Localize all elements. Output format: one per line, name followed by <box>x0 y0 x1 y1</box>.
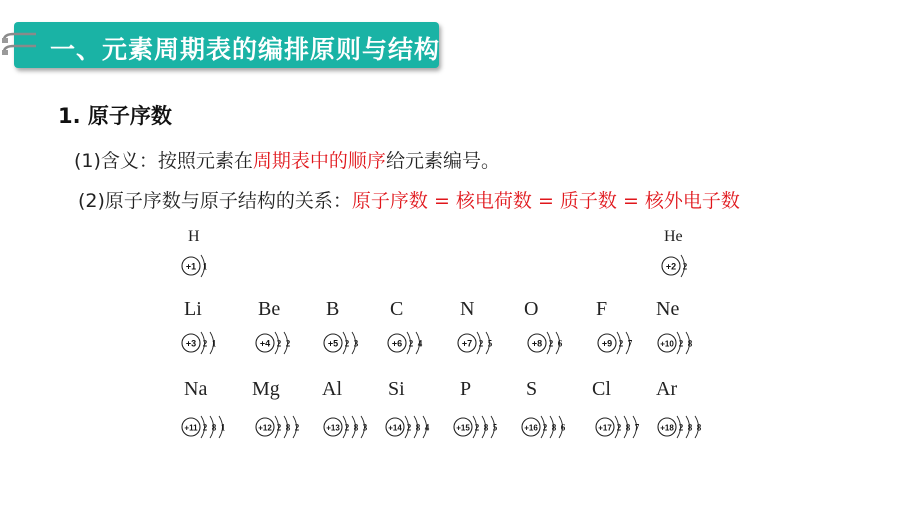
nuclear-charge: +4 <box>259 338 271 349</box>
nuclear-charge: +1 <box>185 261 197 272</box>
nuclear-charge: +15 <box>456 423 470 433</box>
definition-highlight: 周期表中的顺序 <box>252 150 386 172</box>
shell-electron-count: 2 <box>202 422 208 433</box>
atomic-structure-diagram <box>656 330 704 356</box>
atomic-structure-diagram <box>656 414 713 440</box>
shell-electron-count: 2 <box>478 338 484 349</box>
element-symbol: Cl <box>592 378 611 400</box>
atomic-structure-diagram <box>596 330 644 356</box>
atomic-structure-diagram <box>456 330 504 356</box>
shell-electron-count: 6 <box>560 422 566 433</box>
shell-electron-count: 2 <box>285 338 291 349</box>
shell-electron-count: 5 <box>492 422 498 433</box>
element-symbol: Ne <box>656 298 680 320</box>
shell-electron-count: 8 <box>625 422 631 433</box>
shell-electron-count: 7 <box>627 338 633 349</box>
element-symbol: Si <box>388 378 405 400</box>
shell-electron-count: 1 <box>220 422 226 433</box>
shell-electron-count: 4 <box>417 338 423 349</box>
shell-electron-count: 2 <box>344 422 350 433</box>
shell-electron-count: 8 <box>211 422 217 433</box>
definition-line <box>74 146 500 173</box>
element-symbol: Na <box>184 378 208 400</box>
shell-electron-count: 7 <box>634 422 640 433</box>
nuclear-charge: +17 <box>598 423 612 433</box>
shell-electron-count: 2 <box>616 422 622 433</box>
shell-electron-count: 2 <box>682 261 688 272</box>
definition-prefix: (1)含义：按照元素在 <box>74 150 253 172</box>
relation-line <box>78 186 740 213</box>
element-symbol: C <box>390 298 404 320</box>
shell-electron-count: 8 <box>483 422 489 433</box>
shell-electron-count: 8 <box>285 422 291 433</box>
banner-title: 一、元素周期表的编排原则与结构 <box>50 35 441 64</box>
element-symbol: Be <box>258 298 281 320</box>
definition-suffix: 给元素编号。 <box>385 150 500 172</box>
element-symbol: Al <box>322 378 342 400</box>
shell-electron-count: 2 <box>548 338 554 349</box>
element-symbol: B <box>326 298 340 320</box>
atomic-structure-diagram <box>254 414 311 440</box>
shell-electron-count: 8 <box>696 422 702 433</box>
shell-electron-count: 1 <box>202 261 208 272</box>
shell-electron-count: 8 <box>551 422 557 433</box>
shell-electron-count: 2 <box>344 338 350 349</box>
title-banner <box>14 22 439 68</box>
shell-electron-count: 2 <box>276 338 282 349</box>
element-symbol: N <box>460 298 475 320</box>
shell-electron-count: 2 <box>678 422 684 433</box>
element-symbol: He <box>664 228 683 245</box>
nuclear-charge: +12 <box>258 423 272 433</box>
shell-electron-count: 8 <box>353 422 359 433</box>
shell-electron-count: 2 <box>678 338 684 349</box>
binder-rings-icon <box>0 32 40 62</box>
shell-electron-count: 2 <box>474 422 480 433</box>
atomic-structure-diagram <box>526 330 574 356</box>
atomic-structure-diagram <box>180 414 237 440</box>
shell-electron-count: 2 <box>276 422 282 433</box>
nuclear-charge: +18 <box>660 423 674 433</box>
shell-electron-count: 8 <box>687 422 693 433</box>
shell-electron-count: 4 <box>424 422 430 433</box>
shell-electron-count: 2 <box>408 338 414 349</box>
shell-electron-count: 8 <box>687 338 693 349</box>
section-heading: 1. 原子序数 <box>58 104 172 128</box>
nuclear-charge: +6 <box>391 338 403 349</box>
shell-electron-count: 3 <box>353 338 359 349</box>
shell-electron-count: 8 <box>415 422 421 433</box>
element-symbol: Ar <box>656 378 678 400</box>
nuclear-charge: +3 <box>185 338 197 349</box>
atomic-structure-diagram <box>180 330 228 356</box>
nuclear-charge: +8 <box>531 338 543 349</box>
atomic-structure-diagram <box>384 414 441 440</box>
nuclear-charge: +10 <box>660 339 674 349</box>
atomic-structure-diagram <box>520 414 577 440</box>
atomic-structure-diagram <box>322 414 379 440</box>
element-symbol: Mg <box>252 378 280 400</box>
atomic-structure-diagram <box>386 330 434 356</box>
element-symbol: Li <box>184 298 202 320</box>
relation-prefix: (2)原子序数与原子结构的关系： <box>78 190 352 212</box>
nuclear-charge: +9 <box>601 338 613 349</box>
atomic-structure-diagram <box>660 253 699 279</box>
nuclear-charge: +11 <box>184 423 198 433</box>
shell-electron-count: 2 <box>406 422 412 433</box>
relation-highlight: 原子序数 = 核电荷数 = 质子数 = 核外电子数 <box>351 190 740 212</box>
element-symbol: H <box>188 228 200 245</box>
atomic-structure-diagram <box>322 330 370 356</box>
element-symbol: S <box>526 378 538 400</box>
shell-electron-count: 1 <box>211 338 217 349</box>
atomic-structure-diagram <box>452 414 509 440</box>
element-symbol: O <box>524 298 539 320</box>
shell-electron-count: 2 <box>542 422 548 433</box>
shell-electron-count: 5 <box>487 338 493 349</box>
shell-electron-count: 2 <box>618 338 624 349</box>
nuclear-charge: +14 <box>388 423 402 433</box>
nuclear-charge: +2 <box>665 261 677 272</box>
shell-electron-count: 3 <box>362 422 368 433</box>
nuclear-charge: +5 <box>327 338 339 349</box>
shell-electron-count: 2 <box>202 338 208 349</box>
atomic-structure-diagram <box>180 253 219 279</box>
nuclear-charge: +7 <box>461 338 473 349</box>
nuclear-charge: +13 <box>326 423 340 433</box>
nuclear-charge: +16 <box>524 423 538 433</box>
shell-electron-count: 6 <box>557 338 563 349</box>
shell-electron-count: 2 <box>294 422 300 433</box>
atomic-structure-diagram <box>254 330 302 356</box>
element-symbol: P <box>460 378 472 400</box>
element-symbol: F <box>596 298 608 320</box>
atomic-structure-diagram <box>594 414 651 440</box>
